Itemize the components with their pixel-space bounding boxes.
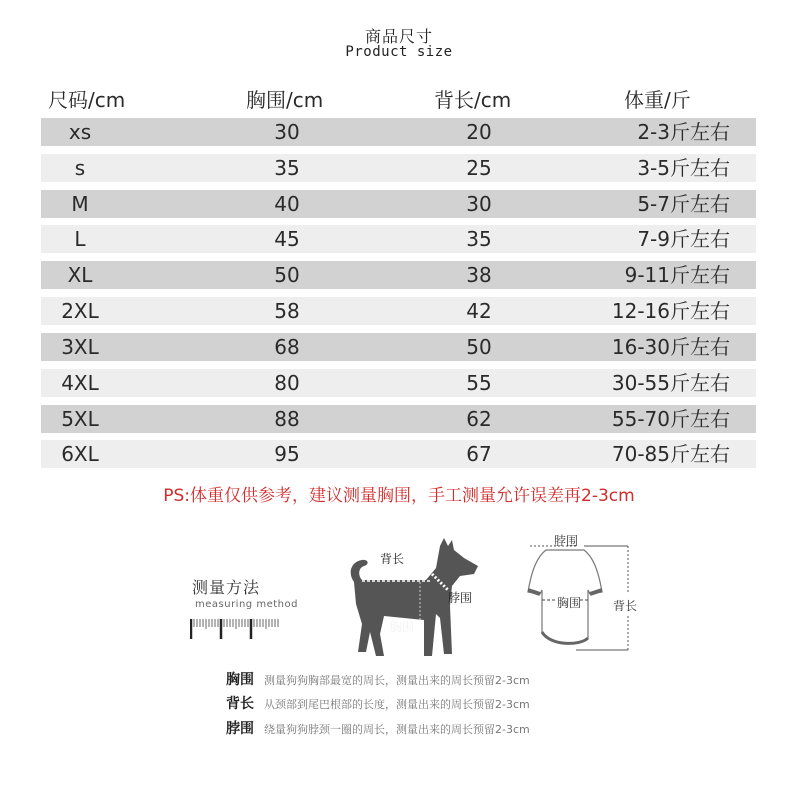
cell-size: 4XL [61,371,99,395]
description-neck [226,718,530,738]
cell-weight: 16-30斤左右 [611,335,730,359]
dog-diagram [340,534,490,659]
cell-weight: 5-7斤左右 [637,192,730,216]
dog-label-neck: 脖围 [448,591,473,605]
cell-weight: 2-3斤左右 [637,120,730,144]
cell-size: s [74,156,86,180]
cell-size: xs [68,120,92,144]
cell-weight: 9-11斤左右 [624,263,730,287]
shirt-label-chest: 胸围 [557,596,582,610]
cell-weight: 7-9斤左右 [637,227,730,251]
table-row [41,333,756,361]
measuring-method-title: 测量方法 [192,578,261,597]
shirt-diagram [520,534,650,654]
cell-size: 2XL [61,299,99,323]
cell-weight: 30-55斤左右 [611,371,730,395]
cell-chest: 40 [274,192,300,216]
cell-weight: 55-70斤左右 [611,407,730,431]
cell-size: 6XL [61,442,99,466]
measurement-note: PS:体重仅供参考，建议测量胸围，手工测量允许误差再2-3cm [163,486,635,506]
description-text: 测量狗狗胸部最宽的周长，测量出来的周长预留2-3cm [264,674,530,687]
description-text: 绕量狗狗脖颈一圈的周长，测量出来的周长预留2-3cm [264,723,530,736]
table-row [41,297,756,325]
cell-back: 55 [466,371,492,395]
column-header-size: 尺码/cm [48,88,126,112]
table-row [41,154,756,182]
cell-back: 30 [466,192,492,216]
cell-size: M [71,192,89,216]
cell-back: 25 [466,156,492,180]
description-key: 胸围 [226,672,254,688]
cell-weight: 12-16斤左右 [611,299,730,323]
cell-size: L [74,227,86,251]
cell-back: 42 [466,299,492,323]
cell-back: 35 [466,227,492,251]
cell-chest: 80 [274,371,300,395]
cell-size: XL [67,263,93,287]
table-row [41,369,756,397]
cell-chest: 30 [274,120,300,144]
table-row [41,261,756,289]
cell-size: 3XL [61,335,99,359]
cell-back: 38 [466,263,492,287]
cell-weight: 3-5斤左右 [637,156,730,180]
page-title-en: Product size [345,44,453,60]
cell-chest: 88 [274,407,300,431]
cell-chest: 95 [274,442,300,466]
cell-chest: 50 [274,263,300,287]
table-row [41,405,756,433]
column-header-weight: 体重/斤 [624,88,691,112]
shirt-outline-icon [520,534,650,654]
shirt-label-back: 背长 [613,599,638,613]
dog-label-back: 背长 [380,552,405,566]
measuring-method-subtitle: measuring method [195,599,298,610]
cell-back: 67 [466,442,492,466]
description-back [226,693,530,713]
cell-size: 5XL [61,407,99,431]
column-header-chest: 胸围/cm [246,88,324,112]
cell-chest: 68 [274,335,300,359]
cell-back: 50 [466,335,492,359]
cell-chest: 35 [274,156,300,180]
description-chest [226,669,530,689]
column-header-back: 背长/cm [434,88,512,112]
table-row [41,118,756,146]
cell-back: 62 [466,407,492,431]
ruler-icon [190,617,284,639]
cell-chest: 45 [274,227,300,251]
cell-weight: 70-85斤左右 [611,442,730,466]
table-row [41,225,756,253]
cell-back: 20 [466,120,492,144]
table-row [41,440,756,468]
description-text: 从颈部到尾巴根部的长度，测量出来的周长预留2-3cm [264,698,530,711]
description-key: 脖围 [226,721,254,737]
cell-chest: 58 [274,299,300,323]
description-key: 背长 [226,696,254,712]
dog-label-chest: 胸围 [390,620,415,634]
table-row [41,190,756,218]
shirt-label-neck: 脖围 [554,534,579,548]
page-title-cn: 商品尺寸 [364,27,433,46]
